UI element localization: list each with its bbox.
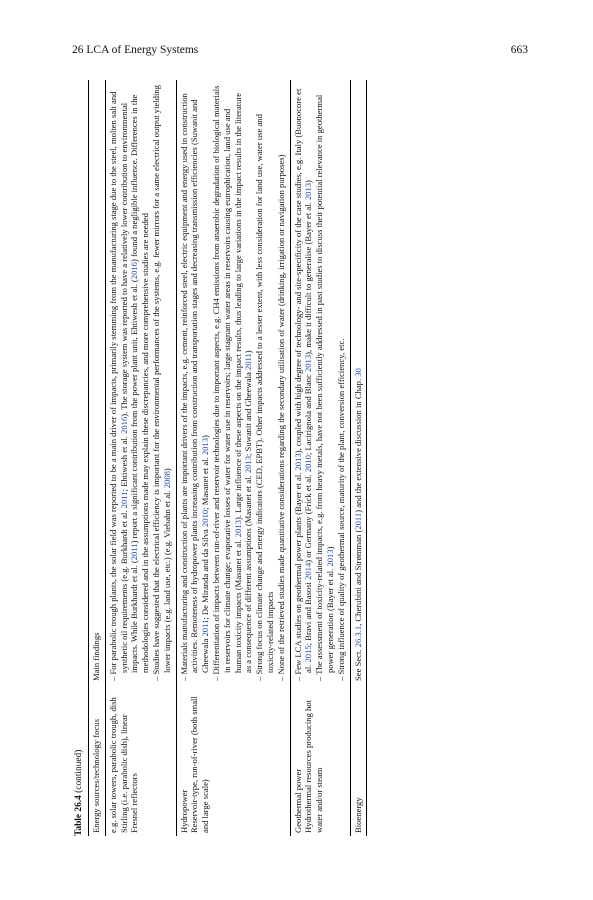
finding-text: ). The storage system was reported to have a relatively lower contribution to environmental impacts. While Burkhardt et al. (: [118, 102, 140, 673]
finding-item: [276, 84, 287, 681]
finding-text: – Materials manufacturing and construction of plants are important drivers of the impacts, e.g. cement, reinforced steel, electric equipment and energy used in construction activities. Remoteness of hydropower plants increasing contribution from construction and transportation stages and decreasing transmission efficiencies (Suwanit and Gheewala: [178, 93, 211, 681]
finding-text: – Strong influence of quality of geothermal source, maturity of the plant, conversion efficiency, etc.: [335, 338, 346, 681]
findings-table: [88, 80, 367, 836]
findings-cell: [290, 80, 350, 684]
page-number: 663: [510, 44, 528, 56]
table-row: [350, 80, 367, 836]
finding-text: – Few LCA studies on geothermal power plants (Bayer et al.: [292, 470, 303, 681]
finding-text: ): [200, 435, 211, 438]
finding-item: [151, 84, 173, 681]
energy-source-line: Hydrothermal resources producing hot water and/or steam: [303, 700, 325, 833]
table-caption: [72, 80, 88, 836]
citation-link[interactable]: 2011: [200, 619, 211, 637]
finding-text: – None of the retrieved studies made quantitative considerations regarding the secondary utilisation of water (drinking, irrigation or navigation purposes): [275, 154, 286, 681]
finding-text: ) report a significant contribution from the power plant unit, Ehtiwesh et al. (: [129, 279, 140, 544]
citation-link[interactable]: 2013: [303, 182, 314, 201]
finding-text: ) and the extensive discussion in Chap.: [352, 376, 363, 513]
energy-source-line: e.g. solar towers, parabolic trough, dish Stirling (i.e. parabolic dish), linear Fresnel reflectors: [107, 697, 140, 833]
finding-text: ): [243, 350, 254, 354]
findings-cell: [176, 80, 290, 684]
citation-link[interactable]: 2016: [118, 416, 129, 434]
citation-link[interactable]: 2010: [303, 455, 314, 473]
citation-link[interactable]: 2013: [232, 520, 243, 538]
citation-link[interactable]: 2008: [161, 471, 172, 489]
findings-cell: [350, 80, 367, 684]
energy-source-line: Geothermal power: [292, 768, 303, 833]
finding-text: ) or Germany (Frick et al.: [303, 472, 314, 563]
running-head: [72, 44, 528, 60]
finding-item: [353, 84, 364, 681]
finding-text: See Sect.: [352, 647, 363, 681]
finding-item: [293, 84, 315, 681]
finding-text: – For parabolic trough plants, the solar field was reported to be a main driver of impacts, primarily stemming from the manufacturing stage due to the steel, molten salt and synthetic oil requirements (e.g. Burkhardt et al.: [107, 91, 129, 681]
citation-link[interactable]: 2013: [303, 354, 314, 373]
citation-link[interactable]: 30: [352, 368, 363, 377]
citation-link[interactable]: 2013: [292, 453, 303, 471]
table-caption-suffix: (continued): [74, 749, 84, 793]
finding-text: ): [303, 180, 314, 183]
finding-text: ; De Miranda and da Silva: [200, 527, 211, 620]
rotated-table-area: [72, 80, 532, 836]
citation-link[interactable]: 26.3.1: [352, 625, 363, 648]
table-row: [290, 80, 350, 836]
finding-text: ): [161, 468, 172, 472]
citation-link[interactable]: 2011: [118, 491, 129, 509]
finding-text: ; Suwanit and Gheewala: [243, 370, 254, 456]
citation-link[interactable]: 2013: [200, 437, 211, 456]
column-header-source: Energy sources/technology focus: [91, 719, 101, 833]
finding-item: [314, 84, 336, 681]
energy-source-line: Bioenergy: [352, 797, 363, 833]
finding-text: – Differentiation of impacts between run-of-river and reservoir technologies due to important aspects, e.g. CH4 emissions from anaerobic degradation of biological materials in reservoirs for climate change; evaporative losses of water for water use in reservoirs; large stagnant water areas in reservoirs causing eutrophication, land use and human toxicity impacts (Masanet et al.: [210, 85, 243, 681]
findings-cell: [105, 80, 176, 684]
finding-item: [254, 84, 276, 681]
finding-text: ; Bravi and Basosi: [303, 579, 314, 646]
table-body: [105, 80, 367, 836]
finding-item: [336, 84, 347, 681]
chapter-title: 26 LCA of Energy Systems: [72, 44, 199, 56]
table-row: [105, 80, 176, 836]
energy-source-cell: [350, 684, 367, 836]
table-container: [72, 80, 532, 836]
column-header-findings: Main findings: [91, 632, 101, 681]
table-label: Table 26.4: [74, 795, 84, 836]
citation-link[interactable]: 2010: [200, 509, 211, 527]
finding-text: ; Masanet et al.: [200, 455, 211, 510]
finding-item: [108, 84, 151, 681]
finding-text: ). Large influence of these aspects on the impact results, thus leading to large variations in the impact results in the literature as a consequence of different assumptions (Masanet et al.: [232, 92, 254, 673]
citation-link[interactable]: 2015: [303, 645, 314, 663]
citation-link[interactable]: 2011: [243, 353, 254, 371]
finding-text: ; Ehtiwesh et al.: [118, 433, 129, 492]
citation-link[interactable]: 2014: [303, 562, 314, 580]
finding-text: ), make it difficult to generalise (Bayer et al.: [303, 200, 314, 355]
finding-text: , Cherubini and Strømman (: [352, 529, 363, 626]
energy-source-cell: [105, 684, 176, 836]
finding-text: – Studies have suggested that the electrical efficiency is important for the environmental performances of the systems, e.g. fewer mirrors for a same electrical output yielding lower impacts (e.g. land use, etc.) (e.g. Viebahn et al.: [150, 85, 172, 681]
finding-text: ) found a negligible influence. Differences in the methodologies considered and in the assumptions made may explain these discrepancies, and more comprehensive studies are needed: [129, 94, 151, 673]
citation-link[interactable]: 2011: [352, 512, 363, 530]
energy-source-line: Reservoir-type, run-of-river (both small and large scale): [189, 696, 211, 833]
finding-text: – The assessment of toxicity-related impacts, e.g. from heavy metals, have not been sufficiently addressed in past studies to discuss their potential relevance in geothermal power generation (Bayer et al.: [314, 94, 335, 681]
energy-source-line: Hydropower: [178, 789, 189, 833]
citation-link[interactable]: 2016: [129, 262, 140, 280]
finding-text: ): [324, 546, 335, 550]
citation-link[interactable]: 2013: [324, 549, 335, 567]
table-header-row: [89, 80, 106, 836]
energy-source-cell: [290, 684, 350, 836]
table-row: [176, 80, 290, 836]
finding-text: – Strong focus on climate change and energy indicators (CED, EPBT). Other impacts addressed to a lesser extent, with less consideration for land use, water use and toxicity-related impacts: [254, 114, 275, 681]
finding-text: ; Lacirignola and Blanc: [303, 372, 314, 456]
citation-link[interactable]: 2013: [243, 455, 254, 474]
finding-item: [211, 84, 254, 681]
finding-item: [179, 84, 211, 681]
energy-source-cell: [176, 684, 290, 836]
citation-link[interactable]: 2011: [129, 543, 140, 561]
finding-text: ), coupled with high degree of technology- and site-specificity of the case studies, e.g. Italy (Buonocore et al.: [292, 88, 314, 673]
